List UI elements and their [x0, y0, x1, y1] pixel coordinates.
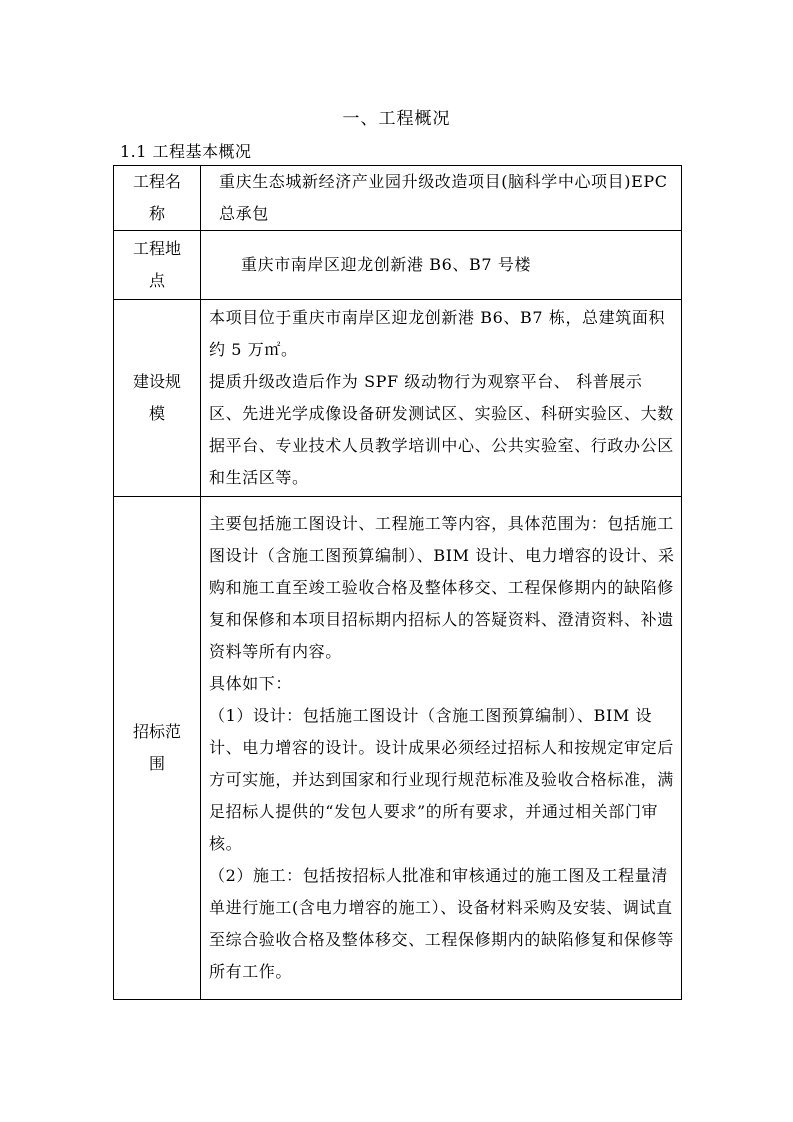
scale-paragraph-1: 本项目位于重庆市南岸区迎龙创新港 B6、B7 栋，总建筑面积约 5 万㎡。 — [209, 308, 666, 359]
label-project-location: 工程地点 — [114, 231, 201, 300]
project-name-text: 重庆生态城新经济产业园升级改造项目(脑科学中心项目)EPC 总承包 — [219, 172, 668, 223]
scale-paragraph-2: 提质升级改造后作为 SPF 级动物行为观察平台、 科普展示区、先进光学成像设备研发测试区、实验区、科研实验区、大数据平台、专业技术人员教学培训中心、公共实验室、行政办公区和生活区等。 — [209, 372, 674, 487]
cell-bidding-scope — [201, 497, 682, 1000]
scope-paragraph-1: 主要包括施工图设计、工程施工等内容，具体范围为：包括施工图设计（含施工图预算编制）、BIM 设计、电力增容的设计、采购和施工直至竣工验收合格及整体移交、工程保修期内的缺陷修复和保修和本项目招标期内招标人的答疑资料、澄清资料、补遗资料等所有内容。 — [209, 514, 675, 661]
table-row-construction-scale — [114, 300, 682, 497]
table-row-bidding-scope — [114, 497, 682, 1000]
project-location-text: 重庆市南岸区迎龙创新港 B6、B7 号楼 — [241, 255, 532, 274]
table-row-project-location — [114, 231, 682, 300]
scope-paragraph-4: （2）施工：包括按招标人批准和审核通过的施工图及工程量清单进行施工(含电力增容的施工）、设备材料采购及安装、调试直至综合验收合格及整体移交、工程保修期内的缺陷修复和保修等所有工作。 — [209, 866, 674, 981]
label-bidding-scope: 招标范围 — [114, 497, 201, 1000]
section-title: 1.1 工程基本概况 — [120, 142, 252, 161]
cell-project-location — [201, 231, 682, 300]
cell-construction-scale — [201, 300, 682, 497]
cell-project-name — [201, 166, 682, 231]
scope-paragraph-3: （1）设计：包括施工图设计（含施工图预算编制）、BIM 设计、电力增容的设计。设计成果必须经过招标人和按规定审定后方可实施，并达到国家和行业现行规范标准及验收合格标准，满足招标人提供的“发包人要求”的所有要求，并通过相关部门审核。 — [209, 706, 674, 853]
page-title: 一、工程概况 — [342, 109, 451, 129]
label-project-name: 工程名称 — [114, 166, 201, 231]
scope-paragraph-2: 具体如下： — [209, 674, 293, 693]
label-construction-scale: 建设规模 — [114, 300, 201, 497]
project-info-table — [113, 165, 682, 1000]
table-row-project-name — [114, 166, 682, 231]
